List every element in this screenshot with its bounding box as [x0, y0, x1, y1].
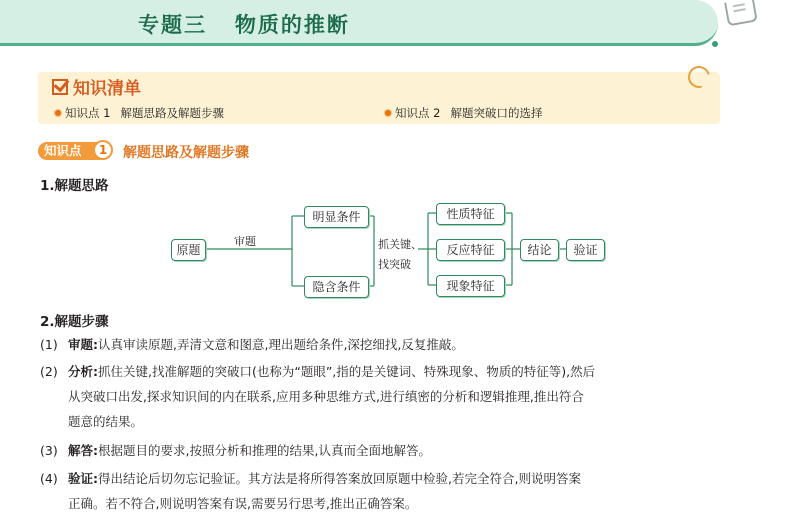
flow-node-property: 性质特征: [436, 203, 505, 225]
flow-node-conclusion: 结论: [520, 239, 559, 261]
page-title: 专题三 物质的推断: [138, 13, 350, 37]
knowledge-point-badge: 知识点: [38, 142, 104, 160]
knowledge-list-title: 知识清单: [73, 79, 141, 99]
knowledge-point-number: 1: [93, 140, 113, 160]
step-text: 根据题目的要求,按照分析和推理的结果,认真而全面地解答。: [98, 443, 431, 458]
step-text-continued: 从突破口出发,探求知识间的内在联系,应用多种思维方式,进行缜密的分析和逻辑推理,推出符合: [68, 389, 584, 404]
knowledge-item-text: 解题突破口的选择: [450, 106, 543, 120]
part1-heading: 1.解题思路: [40, 178, 109, 194]
flow-node-phenomenon: 现象特征: [436, 275, 505, 297]
step-keyword: 审题:: [68, 337, 98, 352]
step-number: (3): [40, 443, 58, 458]
step-keyword: 解答:: [68, 443, 98, 458]
knowledge-item-label: 知识点 1: [65, 106, 111, 120]
flow-node-verify: 验证: [566, 239, 605, 261]
flow-label-review: 审题: [234, 235, 256, 248]
part2-heading: 2.解题步骤: [40, 314, 109, 330]
section-heading: 解题思路及解题步骤: [123, 145, 249, 161]
step-text: 抓住关键,找准解题的突破口(也称为“题眼”,指的是关键词、特殊现象、物质的特征等),然后: [98, 364, 596, 379]
step-number: (1): [40, 337, 58, 352]
step-number: (4): [40, 471, 58, 486]
step-keyword: 分析:: [68, 364, 98, 379]
flow-node-original: 原题: [171, 239, 206, 261]
flow-node-explicit: 明显条件: [304, 206, 369, 228]
step-keyword: 验证:: [68, 471, 98, 486]
step-3: [40, 438, 730, 463]
step-number: (2): [40, 364, 58, 379]
flow-label-grasp-2: 找突破: [378, 258, 411, 271]
flow-label-grasp-1: 抓关键、: [378, 238, 422, 251]
step-1: [40, 332, 730, 357]
step-4: [40, 466, 730, 516]
knowledge-item-text: 解题思路及解题步骤: [120, 106, 224, 120]
step-text: 得出结论后切勿忘记验证。其方法是将所得答案放回原题中检验,若完全符合,则说明答案: [98, 471, 581, 486]
step-text: 认真审读原题,弄清文意和图意,理出题给条件,深挖细找,反复推敲。: [98, 337, 464, 352]
flow-node-reaction: 反应特征: [436, 239, 505, 261]
step-2: [40, 359, 730, 434]
knowledge-item-label: 知识点 2: [395, 106, 441, 120]
step-text-continued: 正确。若不符合,则说明答案有误,需要另行思考,推出正确答案。: [68, 496, 418, 511]
flow-node-implicit: 隐含条件: [304, 276, 369, 298]
step-text-continued: 题意的结果。: [68, 414, 144, 429]
